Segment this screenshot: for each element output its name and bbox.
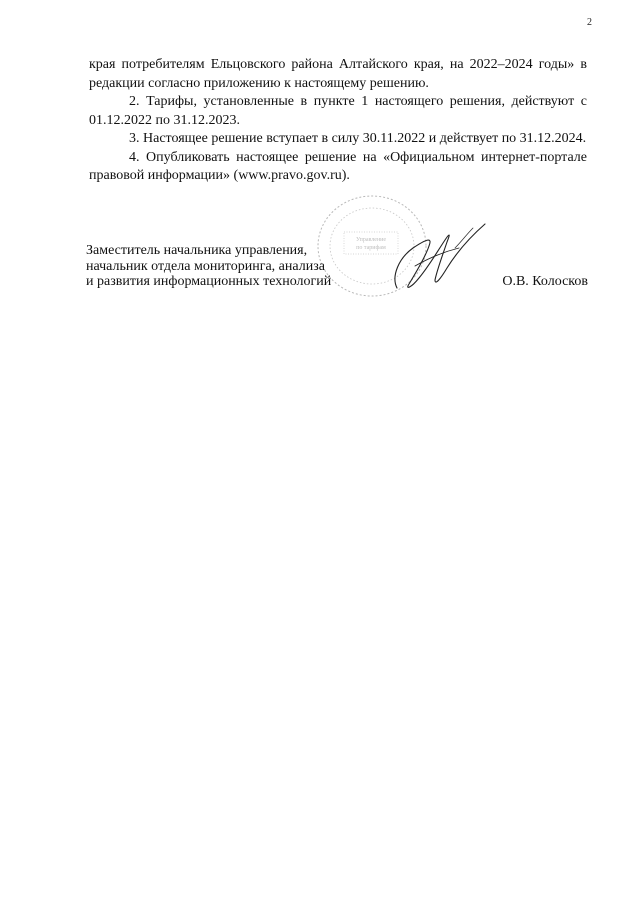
- paragraph-item-4: 4. Опубликовать настоящее решение на «Официальном интернет-портале правовой информации» (www.pravo.gov.ru).: [89, 149, 587, 183]
- document-body: [89, 56, 587, 186]
- signatory-name: О.В. Колосков: [502, 274, 588, 289]
- page-number: 2: [587, 17, 592, 28]
- paragraph-continuation: края потребителям Ельцовского района Алтайского края, на 2022–2024 годы» в редакции согласно приложению к настоящему решению.: [89, 57, 587, 91]
- paragraph-item-2: 2. Тарифы, установленные в пункте 1 настоящего решения, действуют с 01.12.2022 по 31.12.2023.: [89, 94, 587, 128]
- signatory-title-line-3: и развития информационных технологий: [86, 274, 332, 289]
- signatory-title-line-2: начальник отдела мониторинга, анализа: [86, 258, 325, 274]
- stamp-text-line1: Управление: [355, 237, 387, 243]
- stamp-text-line2: по тарифам: [356, 245, 386, 251]
- signatory-title-line-1: Заместитель начальника управления,: [86, 243, 308, 258]
- signatory-title: [86, 243, 366, 290]
- paragraph-item-3: 3. Настоящее решение вступает в силу 30.11.2022 и действует по 31.12.2024.: [129, 131, 587, 146]
- signature-block: [86, 243, 588, 303]
